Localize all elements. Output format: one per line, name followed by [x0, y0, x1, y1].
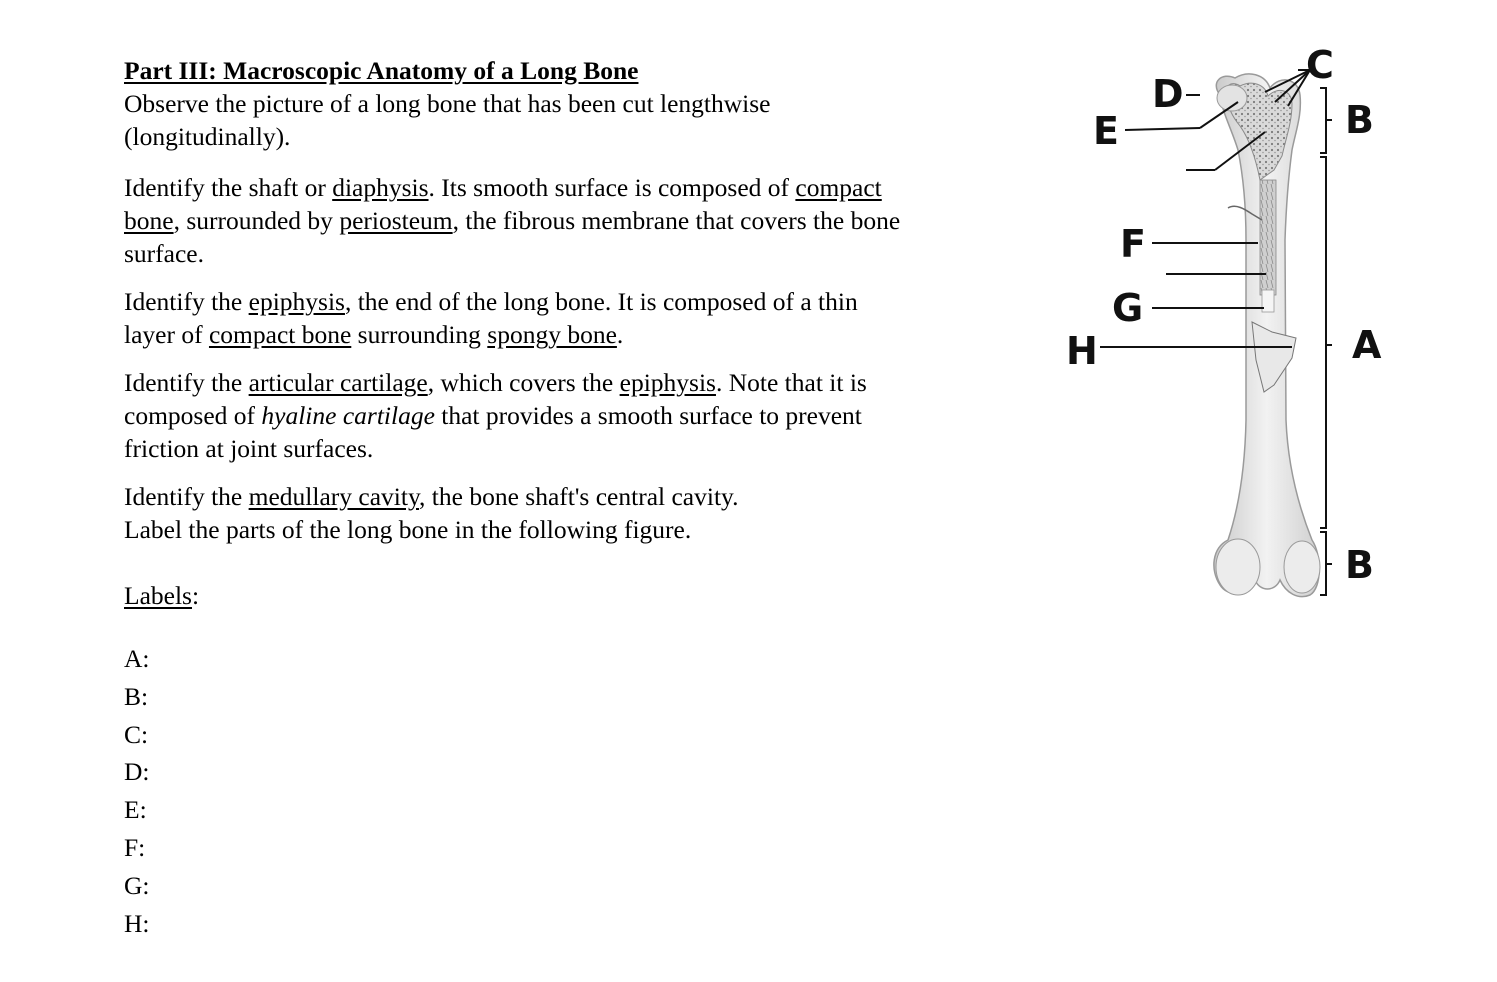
figure-label-e: E — [1093, 109, 1119, 153]
term-hyaline-cartilage: hyaline cartilage — [261, 401, 435, 430]
intro-line-2: (longitudinally). — [124, 122, 291, 151]
label-list — [124, 640, 1014, 942]
figure-label-d: D — [1152, 72, 1184, 116]
text: Identify the — [124, 368, 249, 397]
figure-label-c: C — [1306, 43, 1334, 87]
bracket-b-bottom — [1320, 532, 1326, 595]
text: . Its smooth surface is composed of — [428, 173, 796, 202]
label-b: B: — [124, 681, 149, 711]
bracket-a — [1320, 157, 1326, 528]
text: , the end of the long bone. It is composed of a thin — [344, 287, 858, 316]
long-bone-figure — [1060, 40, 1460, 610]
epiphysis-paragraph — [124, 285, 1014, 351]
label-h: H: — [124, 908, 150, 938]
text: , surrounded by — [173, 206, 340, 235]
text: Identify the shaft or — [124, 173, 333, 202]
bracket-b-top — [1320, 88, 1326, 153]
term-bone: bone — [124, 206, 174, 235]
diaphysis-paragraph — [124, 171, 1014, 270]
labels-heading — [124, 579, 1014, 612]
text: Identify the — [124, 482, 249, 511]
text: , the bone shaft's central cavity. — [419, 482, 739, 511]
instruction-text: Label the parts of the long bone in the following figure. — [124, 515, 692, 544]
text: layer of — [124, 320, 209, 349]
label-f: F: — [124, 832, 146, 862]
figure-label-b-top: B — [1345, 98, 1374, 142]
labels-colon: : — [191, 581, 200, 610]
text: , the fibrous membrane that covers the bone — [452, 206, 901, 235]
figure-label-b-bottom: B — [1345, 543, 1374, 587]
text: . — [616, 320, 624, 349]
section-heading-text: Part III: Macroscopic Anatomy of a Long Bone — [124, 56, 639, 85]
brackets — [1320, 88, 1332, 595]
figure-label-a: A — [1352, 323, 1382, 367]
label-d: D: — [124, 757, 150, 787]
medial-condyle — [1284, 541, 1320, 593]
text: . Note that it is — [715, 368, 867, 397]
figure-label-f: F — [1120, 222, 1146, 266]
intro-paragraph — [124, 87, 1014, 153]
long-bone-diagram — [1060, 40, 1460, 610]
labels-title: Labels — [124, 581, 192, 610]
text: surface. — [124, 239, 204, 268]
text: friction at joint surfaces. — [124, 434, 374, 463]
text: , which covers the — [427, 368, 620, 397]
leader-e — [1125, 128, 1200, 130]
term-epiphysis: epiphysis — [248, 287, 345, 316]
term-diaphysis: diaphysis — [332, 173, 429, 202]
text: that provides a smooth surface to prevent — [434, 401, 862, 430]
medullary-cavity-region — [1260, 180, 1276, 295]
term-compact: compact — [795, 173, 882, 202]
text: composed of — [124, 401, 262, 430]
worksheet-text — [124, 54, 1014, 942]
term-medullary-cavity: medullary cavity — [248, 482, 420, 511]
label-c: C: — [124, 719, 149, 749]
term-epiphysis: epiphysis — [619, 368, 716, 397]
cartilage-paragraph — [124, 366, 1014, 465]
figure-label-h: H — [1066, 329, 1098, 373]
figure-label-g: G — [1112, 286, 1144, 330]
medullary-paragraph — [124, 480, 1014, 546]
text: Identify the — [124, 287, 249, 316]
term-spongy-bone: spongy bone — [487, 320, 617, 349]
label-g: G: — [124, 870, 150, 900]
term-articular-cartilage: articular cartilage — [248, 368, 428, 397]
section-heading — [124, 54, 1014, 87]
term-compact-bone: compact bone — [208, 320, 352, 349]
label-a: A: — [124, 644, 150, 673]
text: surrounding — [351, 320, 488, 349]
term-periosteum: periosteum — [339, 206, 453, 235]
intro-line-1: Observe the picture of a long bone that has been cut lengthwise — [124, 89, 771, 118]
lateral-condyle — [1216, 539, 1260, 595]
label-e: E: — [124, 795, 147, 825]
